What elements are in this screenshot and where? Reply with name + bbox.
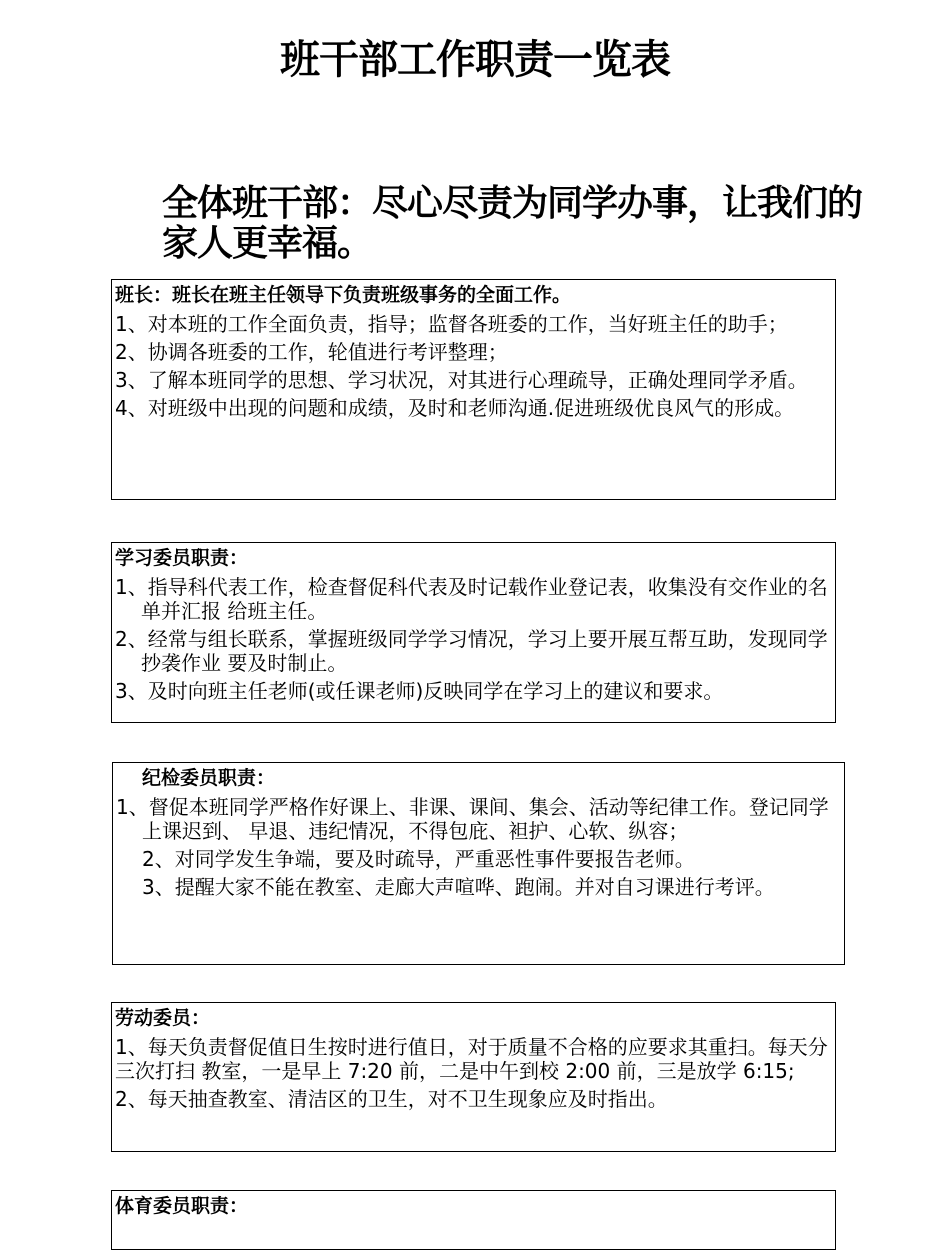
study-item-3: 3、及时向班主任老师(或任课老师)反映同学在学习上的建议和要求。 xyxy=(115,679,724,703)
study-heading: 学习委员职责： xyxy=(115,547,249,569)
study-item-1: 1、指导科代表工作，检查督促科代表及时记载作业登记表，收集没有交作业的名单并汇报 给班主任。 xyxy=(115,575,828,623)
monitor-duties-box xyxy=(111,279,836,500)
monitor-item-2: 2、协调各班委的工作，轮值进行考评整理； xyxy=(115,340,508,364)
monitor-item-3: 3、了解本班同学的思想、学习状况，对其进行心理疏导，正确处理同学矛盾。 xyxy=(115,368,808,392)
labor-committee-duties-box xyxy=(111,1002,836,1152)
labor-heading: 劳动委员： xyxy=(115,1007,211,1029)
discipline-heading: 纪检委员职责： xyxy=(142,767,276,789)
pe-committee-duties-box xyxy=(111,1190,836,1250)
page-subtitle: 全体班干部：尽心尽责为同学办事，让我们的家人更幸福。 xyxy=(162,183,863,264)
study-committee-duties-box xyxy=(111,542,836,723)
study-item-2: 2、经常与组长联系，掌握班级同学学习情况，学习上要开展互帮互助，发现同学抄袭作业 要及时制止。 xyxy=(115,627,828,675)
labor-item-1: 1、每天负责督促值日生按时进行值日，对于质量不合格的应要求其重扫。每天分三次打扫 教室，一是早上 7:20 前，二是中午到校 2:00 前，三是放学 6:15; xyxy=(115,1035,828,1083)
monitor-item-4: 4、对班级中出现的问题和成绩，及时和老师沟通.促进班级优良风气的形成。 xyxy=(115,396,795,420)
discipline-item-2: 2、对同学发生争端，要及时疏导，严重恶性事件要报告老师。 xyxy=(142,847,695,871)
discipline-item-3: 3、提醒大家不能在教室、走廊大声喧哗、跑闹。并对自习课进行考评。 xyxy=(142,875,775,899)
discipline-committee-duties-box xyxy=(112,762,845,965)
monitor-item-1: 1、对本班的工作全面负责，指导；监督各班委的工作，当好班主任的助手； xyxy=(115,312,788,336)
page-title: 班干部工作职责一览表 xyxy=(280,37,670,83)
monitor-heading: 班长：班长在班主任领导下负责班级事务的全面工作。 xyxy=(115,284,572,306)
labor-item-2: 2、每天抽查教室、清洁区的卫生，对不卫生现象应及时指出。 xyxy=(115,1087,668,1111)
discipline-item-1: 1、督促本班同学严格作好课上、非课、课间、集会、活动等纪律工作。登记同学上课迟到、 早退、违纪情况，不得包庇、袒护、心软、纵容； xyxy=(116,795,829,843)
pe-heading: 体育委员职责： xyxy=(115,1195,249,1217)
